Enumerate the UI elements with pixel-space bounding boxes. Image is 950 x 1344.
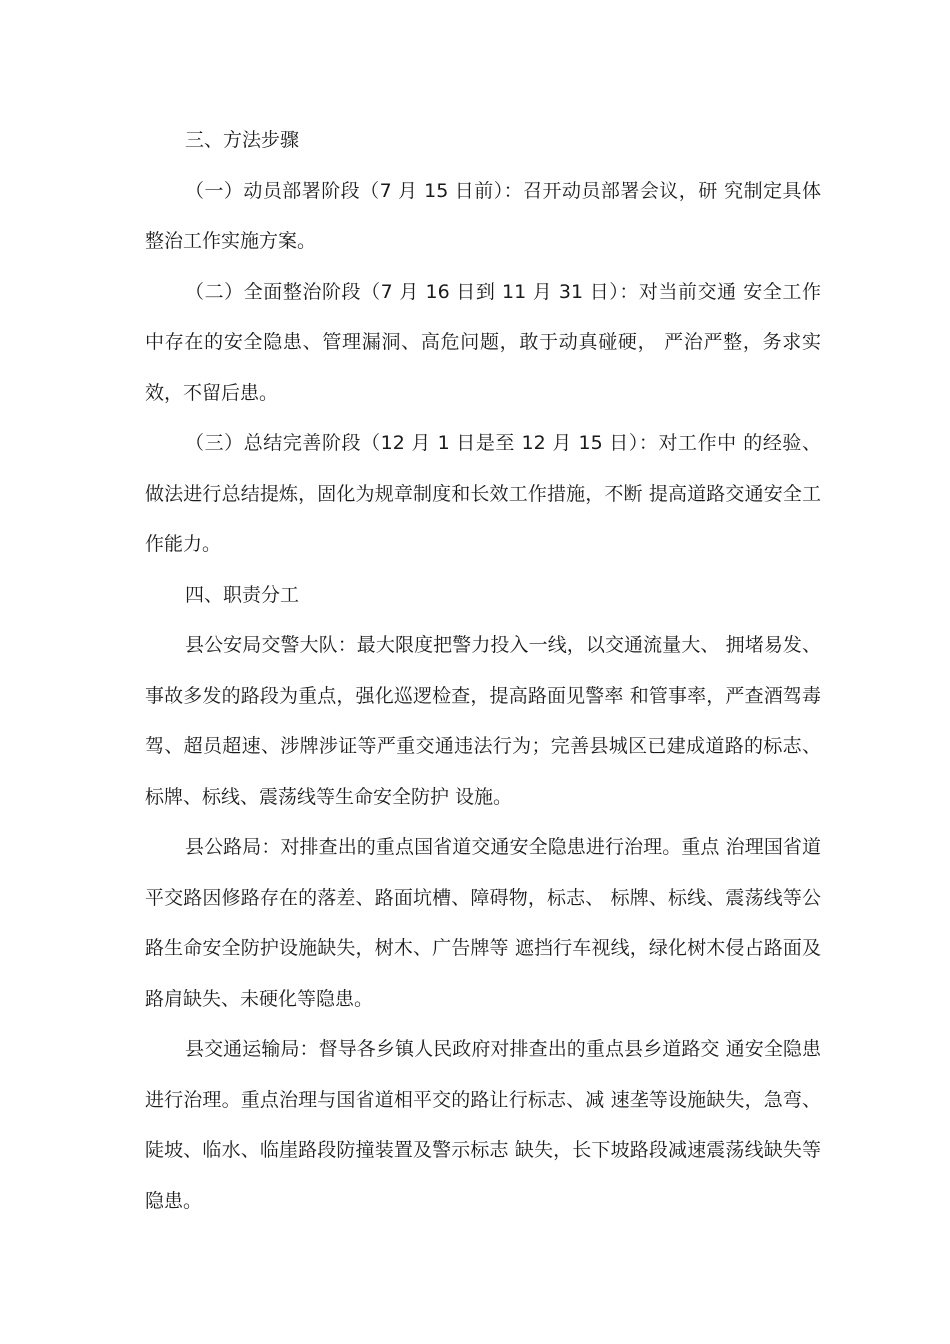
paragraph-duty-traffic-police: 县公安局交警大队：最大限度把警力投入一线，以交通流量大、 拥堵易发、事故多发的路段为重点，强化巡逻检查，提高路面见警率 和管事率，严查酒驾毒驾、超员超速、涉牌涉证等严重交通违法行为；完善县城区已建成道路的标志、标牌、标线、震荡线等生命安全防护 设施。 xyxy=(145,634,821,808)
paragraph-duty-transport-bureau: 县交通运输局：督导各乡镇人民政府对排查出的重点县乡道路交 通安全隐患进行治理。重点治理与国省道相平交的路让行标志、减 速垄等设施缺失，急弯、陡坡、临水、临崖路段防撞装置及警示标志 缺失，长下坡路段减速震荡线缺失等隐患。 xyxy=(145,1038,821,1212)
section-heading-duties: 四、职责分工 xyxy=(185,583,300,606)
paragraph-step-rectification: （二）全面整治阶段（7 月 16 日到 11 月 31 日）：对当前交通 安全工作中存在的安全隐患、管理漏洞、高危问题，敢于动真碰硬， 严治严整，务求实效，不留后患。 xyxy=(145,280,821,404)
section-heading-methods: 三、方法步骤 xyxy=(185,129,300,151)
paragraph-duty-highway-bureau: 县公路局：对排查出的重点国省道交通安全隐患进行治理。重点 治理国省道平交路因修路存在的落差、路面坑槽、障碍物，标志、 标牌、标线、震荡线等公路生命安全防护设施缺失，树木、广告牌等 遮挡行车视线，绿化树木侵占路面及路肩缺失、未硬化等隐患。 xyxy=(145,836,821,1010)
paragraph-step-summary: （三）总结完善阶段（12 月 1 日是至 12 月 15 日）：对工作中 的经验、做法进行总结提炼，固化为规章制度和长效工作措施，不断 提高道路交通安全工作能力。 xyxy=(145,432,821,555)
paragraph-step-mobilization: （一）动员部署阶段（7 月 15 日前）：召开动员部署会议，研 究制定具体整治工作实施方案。 xyxy=(145,179,821,252)
document-body xyxy=(145,115,821,1226)
